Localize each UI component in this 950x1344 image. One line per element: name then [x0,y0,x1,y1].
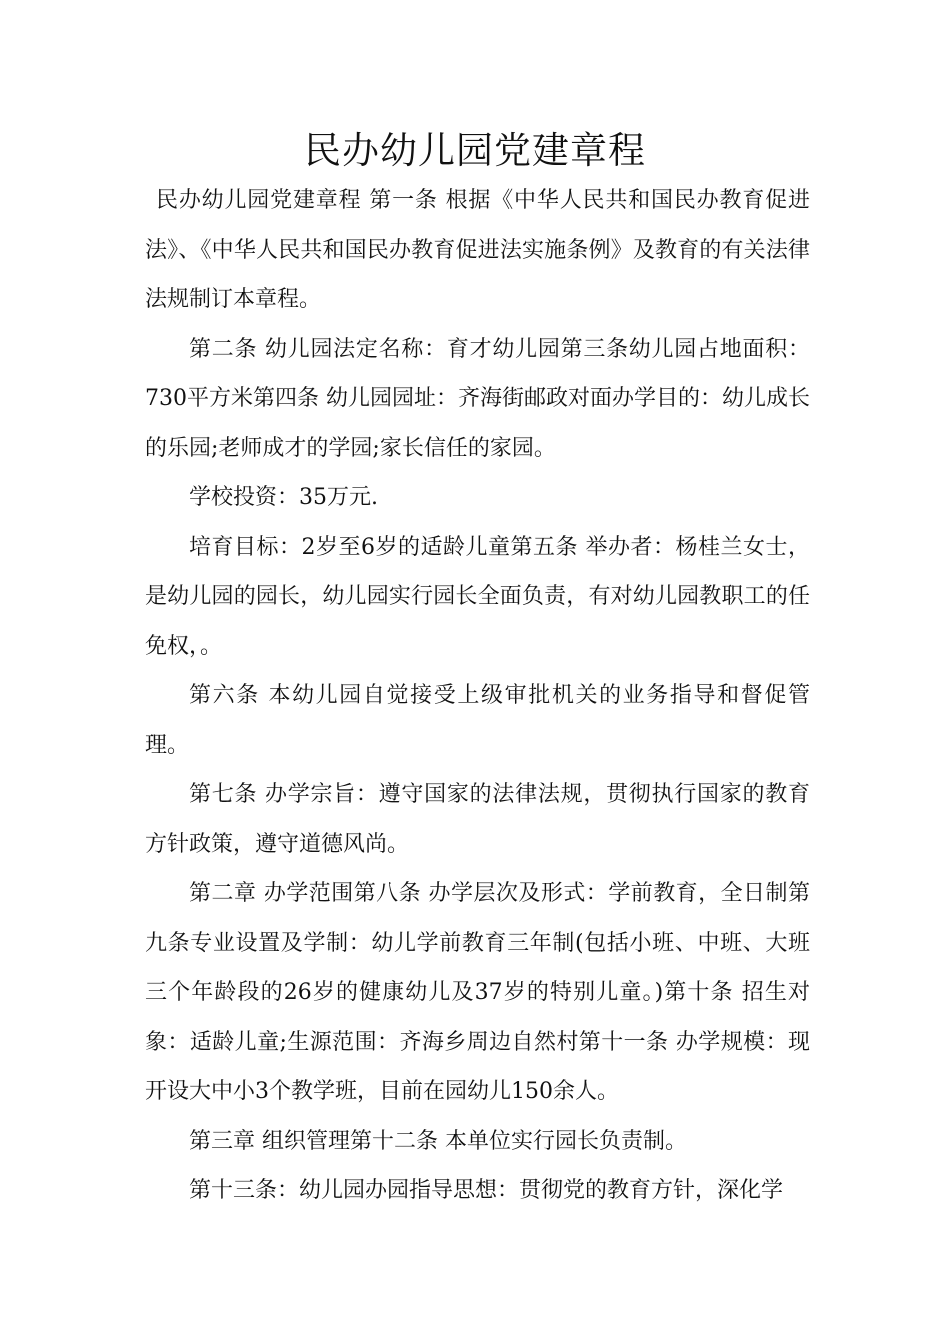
document-title: 民办幼儿园党建章程 [304,129,646,172]
paragraph-investment: 学校投资：35万元. [189,485,378,510]
paragraph-chapter-3: 第三章 组织管理第十二条 本单位实行园长负责制。 [189,1128,687,1154]
paragraph-article-6: 第六条 本幼儿园自觉接受上级审批机关的业务指导和督促管理。 [145,683,810,758]
paragraph-article-13: 第十三条：幼儿园办园指导思想：贯彻党的教育方针，深化学 [189,1178,784,1203]
paragraph-article-1: 民办幼儿园党建章程 第一条 根据《中华人民共和国民办教育促进法》、《中华人民共和国民办教育促进法实施条例》及教育的有关法律法规制订本章程。 [145,188,810,312]
paragraph-article-2: 第二条 幼儿园法定名称：育才幼儿园第三条幼儿园占地面积：730平方米第四条 幼儿园园址：齐海街邮政对面办学目的：幼儿成长的乐园;老师成才的学园;家长信任的家园。 [145,336,810,461]
document-body [145,176,810,1216]
paragraph-chapter-2: 第二章 办学范围第八条 办学层次及形式：学前教育，全日制第九条专业设置及学制：幼儿学前教育三年制(包括小班、中班、大班三个年龄段的26岁的健康幼儿及37岁的特别儿童。)第十条 招生对象：适龄儿童;生源范围：齐海乡周边自然村第十一条 办学规模：现开设大中小3个教学班，目前在园幼儿150余人。 [145,881,810,1104]
paragraph-article-7: 第七条 办学宗旨：遵守国家的法律法规，贯彻执行国家的教育方针政策，遵守道德风尚。 [145,782,810,857]
paragraph-training-goal: 培育目标：2岁至6岁的适龄儿童第五条 举办者：杨桂兰女士，是幼儿园的园长，幼儿园实行园长全面负责，有对幼儿园教职工的任免权，。 [145,534,810,659]
